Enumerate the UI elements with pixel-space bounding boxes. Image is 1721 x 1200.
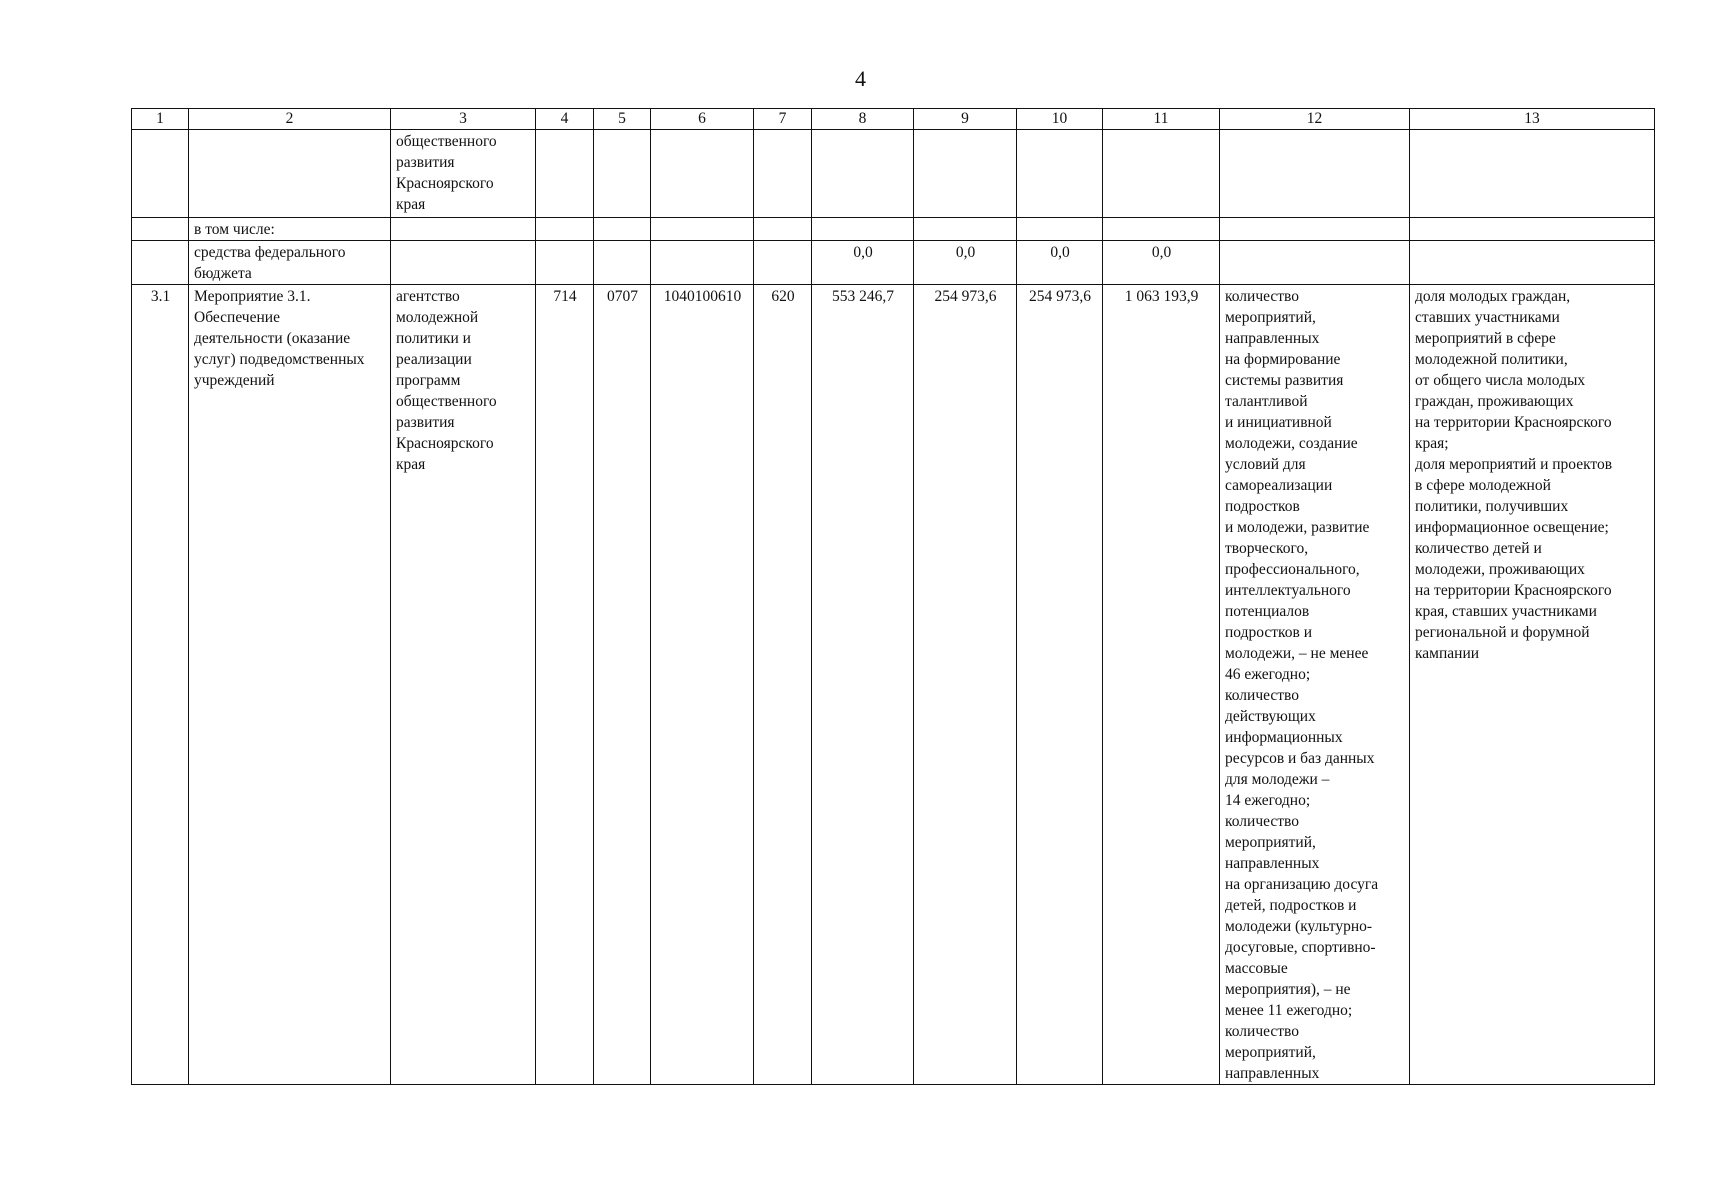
expected-result-cell: количество мероприятий, направленных на формирование системы развития талантливой и инициативной молодежи, создание условий для самореализации подростков и молодежи, развитие творческого, профессионального, интеллектуального потенциалов подростков и молодежи, – не менее 46 ежегодно; количество действующих информационных ресурсов и баз данных для молодежи – 14 ежегодно; количество мероприятий, направленных на организацию досуга детей, подростков и молодежи (культурно- досуговые, спортивно- массовые мероприятия), – не менее 11 ежегодно; количество мероприятий, направленных bbox=[1220, 285, 1410, 1085]
table-cell bbox=[914, 218, 1017, 241]
federal-budget-label: средства федерального бюджета bbox=[189, 241, 391, 285]
amount-cell: 0,0 bbox=[914, 241, 1017, 285]
header-cell: 10 bbox=[1017, 109, 1103, 130]
target-item-code-cell: 1040100610 bbox=[651, 285, 754, 1085]
table-cell bbox=[651, 130, 754, 218]
table-cell bbox=[1017, 218, 1103, 241]
table-cell bbox=[812, 218, 914, 241]
amount-cell: 0,0 bbox=[812, 241, 914, 285]
table-cell bbox=[1410, 241, 1655, 285]
table-cell bbox=[754, 218, 812, 241]
table-cell bbox=[1410, 218, 1655, 241]
expense-type-cell: 620 bbox=[754, 285, 812, 1085]
table-cell bbox=[594, 241, 651, 285]
table-cell bbox=[189, 130, 391, 218]
header-cell: 3 bbox=[391, 109, 536, 130]
header-cell: 7 bbox=[754, 109, 812, 130]
table-cell bbox=[594, 218, 651, 241]
including-label: в том числе: bbox=[189, 218, 391, 241]
table-cell bbox=[754, 241, 812, 285]
table-cell bbox=[651, 241, 754, 285]
header-cell: 4 bbox=[536, 109, 594, 130]
total-amount-cell: 1 063 193,9 bbox=[1103, 285, 1220, 1085]
header-cell: 6 bbox=[651, 109, 754, 130]
budget-table bbox=[131, 108, 1655, 1085]
table-cell bbox=[536, 218, 594, 241]
item-number-cell: 3.1 bbox=[132, 285, 189, 1085]
table-cell bbox=[754, 130, 812, 218]
header-cell: 8 bbox=[812, 109, 914, 130]
table-cell bbox=[1017, 130, 1103, 218]
table-cell bbox=[536, 130, 594, 218]
agency-cell: агентство молодежной политики и реализации программ общественного развития Красноярского края bbox=[391, 285, 536, 1085]
event-name-cell: Мероприятие 3.1. Обеспечение деятельности (оказание услуг) подведомственных учреждений bbox=[189, 285, 391, 1085]
table-cell bbox=[914, 130, 1017, 218]
table-cell bbox=[391, 218, 536, 241]
table-cell bbox=[1103, 218, 1220, 241]
continued-row bbox=[132, 130, 1655, 218]
table-cell bbox=[594, 130, 651, 218]
table-cell bbox=[812, 130, 914, 218]
header-cell: 2 bbox=[189, 109, 391, 130]
page-number: 4 bbox=[855, 66, 866, 91]
table-cell bbox=[132, 218, 189, 241]
header-cell: 9 bbox=[914, 109, 1017, 130]
table-cell bbox=[651, 218, 754, 241]
amount-cell: 553 246,7 bbox=[812, 285, 914, 1085]
grbs-code-cell: 714 bbox=[536, 285, 594, 1085]
amount-cell: 0,0 bbox=[1017, 241, 1103, 285]
header-cell: 11 bbox=[1103, 109, 1220, 130]
table-cell bbox=[1220, 130, 1410, 218]
table-cell bbox=[132, 241, 189, 285]
table-cell bbox=[1220, 218, 1410, 241]
table-cell bbox=[1410, 130, 1655, 218]
amount-cell: 254 973,6 bbox=[1017, 285, 1103, 1085]
table-cell bbox=[1103, 130, 1220, 218]
table-cell bbox=[1220, 241, 1410, 285]
header-cell: 5 bbox=[594, 109, 651, 130]
event-row bbox=[132, 285, 1655, 1085]
header-cell: 12 bbox=[1220, 109, 1410, 130]
agency-continuation-cell: общественного развития Красноярского края bbox=[391, 130, 536, 218]
column-number-row bbox=[132, 109, 1655, 130]
section-code-cell: 0707 bbox=[594, 285, 651, 1085]
table-cell bbox=[132, 130, 189, 218]
header-cell: 13 bbox=[1410, 109, 1655, 130]
including-row bbox=[132, 218, 1655, 241]
amount-cell: 0,0 bbox=[1103, 241, 1220, 285]
federal-budget-row bbox=[132, 241, 1655, 285]
indicator-cell: доля молодых граждан, ставших участниками мероприятий в сфере молодежной политики, от общего числа молодых граждан, проживающих на территории Красноярского края; доля мероприятий и проектов в сфере молодежной политики, получивших информационное освещение; количество детей и молодежи, проживающих на территории Красноярского края, ставших участниками региональной и форумной кампании bbox=[1410, 285, 1655, 1085]
header-cell: 1 bbox=[132, 109, 189, 130]
table-cell bbox=[391, 241, 536, 285]
table-cell bbox=[536, 241, 594, 285]
amount-cell: 254 973,6 bbox=[914, 285, 1017, 1085]
